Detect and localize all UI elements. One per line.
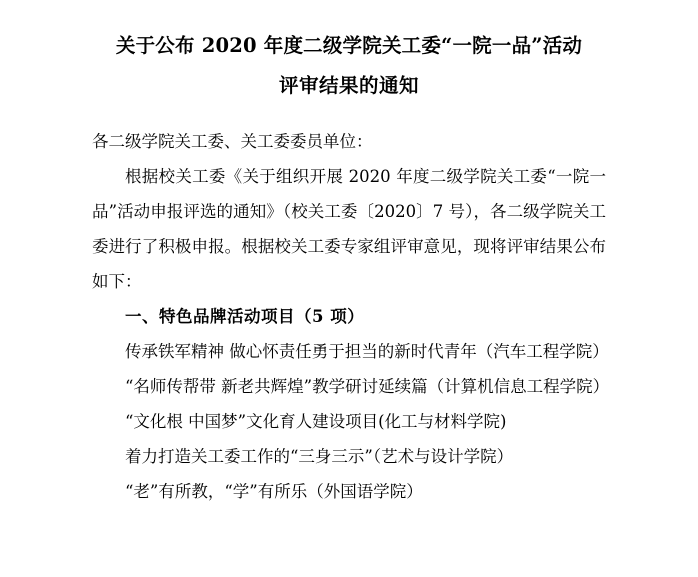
list-item: 传承铁军精神 做心怀责任勇于担当的新时代青年（汽车工程学院） [125, 342, 609, 361]
page-title-line-1: 关于公布 2020 年度二级学院关工委“一院一品”活动 [115, 34, 583, 57]
intro-paragraph: 根据校关工委《关于组织开展 2020 年度二级学院关工委“一院一品”活动申报评选的通知》（校关工委〔2020〕7 号），各二级学院关工委进行了积极申报。根据校关工委专家组评审意见，现将评审结果公布如下： [92, 167, 606, 291]
list-item: “老”有所教，“学”有所乐（外国语学院） [125, 482, 423, 501]
list-item: 着力打造关工委工作的“三身三示”（艺术与设计学院） [125, 447, 514, 466]
salutation: 各二级学院关工委、关工委委员单位： [92, 132, 373, 151]
document-body [92, 124, 610, 509]
page-title-line-2: 评审结果的通知 [278, 74, 419, 97]
list-item: “名师传帮带 新老共辉煌”教学研讨延续篇（计算机信息工程学院） [125, 377, 610, 396]
list-item: “文化根 中国梦”文化育人建设项目(化工与材料学院) [125, 412, 507, 431]
page-title [92, 26, 606, 106]
section-heading: 一、特色品牌活动项目（5 项） [125, 307, 365, 326]
